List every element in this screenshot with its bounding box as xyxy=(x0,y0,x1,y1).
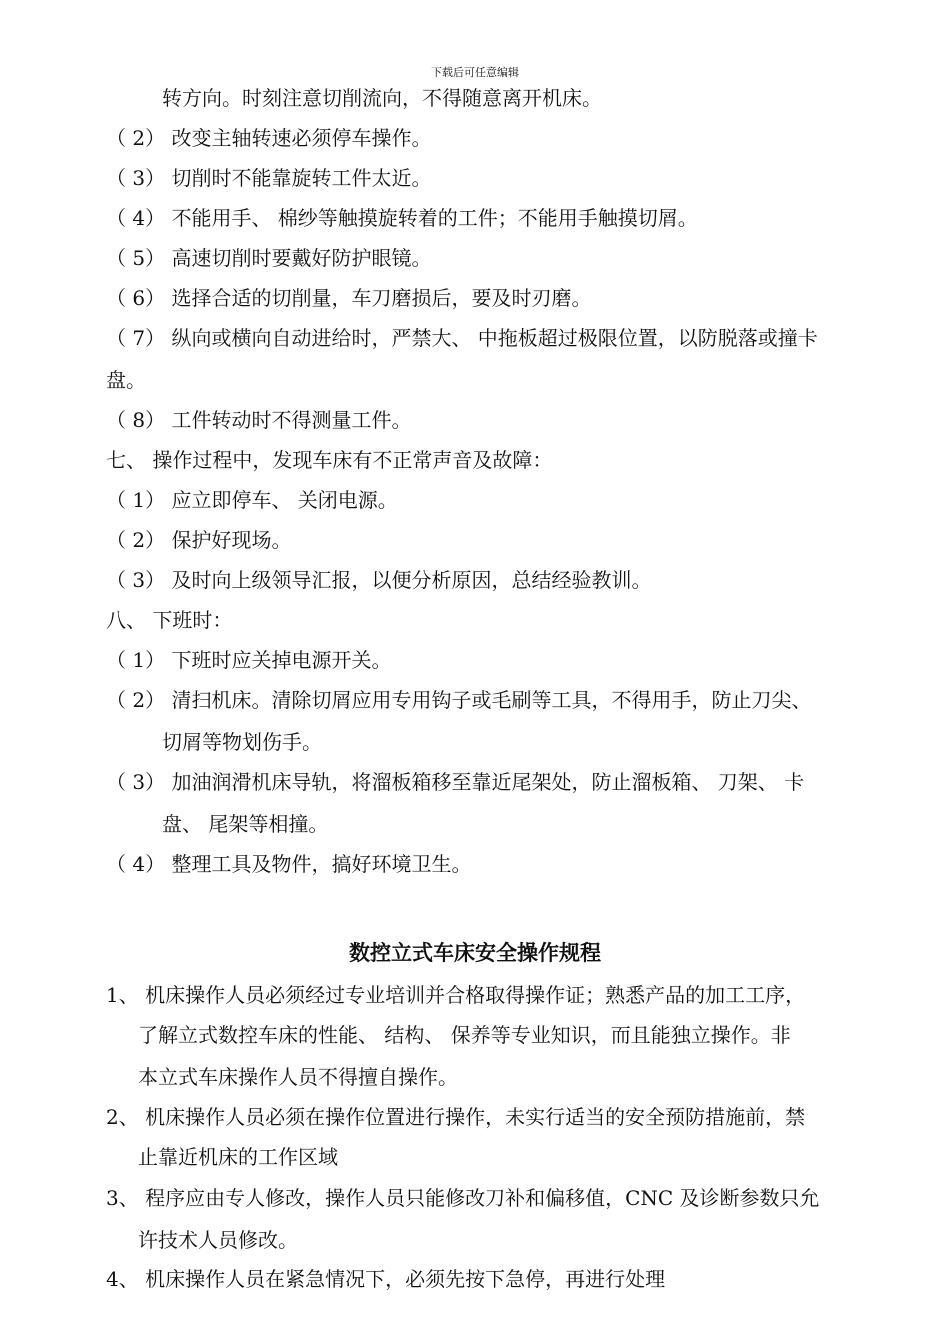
text-line: （ 7） 纵向或横向自动进给时，严禁大、 中拖板超过极限位置，以防脱落或撞卡 xyxy=(106,326,818,350)
text-line: （ 1） 应立即停车、 关闭电源。 xyxy=(106,488,398,512)
text-line: 盘、 尾架等相撞。 xyxy=(162,812,329,836)
text-line: （ 4） 不能用手、 棉纱等触摸旋转着的工件；不能用手触摸切屑。 xyxy=(106,206,698,230)
text-line: （ 1） 下班时应关掉电源开关。 xyxy=(106,648,392,672)
header-note: 下载后可任意编辑 xyxy=(431,66,519,79)
text-line: 八、 下班时： xyxy=(106,608,233,632)
text-line: （ 3） 及时向上级领导汇报，以便分析原因，总结经验教训。 xyxy=(106,568,652,592)
text-line: 转方向。时刻注意切削流向，不得随意离开机床。 xyxy=(162,86,602,110)
text-line: 七、 操作过程中，发现车床有不正常声音及故障： xyxy=(106,448,553,472)
text-line: （ 5） 高速切削时要戴好防护眼镜。 xyxy=(106,246,432,270)
text-line: （ 3） 切削时不能靠旋转工件太近。 xyxy=(106,166,432,190)
text-line: 切屑等物划伤手。 xyxy=(162,730,322,754)
text-line: （ 3） 加油润滑机床导轨，将溜板箱移至靠近尾架处，防止溜板箱、 刀架、 卡 xyxy=(106,770,805,794)
rule-line: 本立式车床操作人员不得擅自操作。 xyxy=(138,1065,458,1089)
rule-line: 许技术人员修改。 xyxy=(138,1228,298,1252)
section-title: 数控立式车床安全操作规程 xyxy=(349,941,601,965)
rule-line: 2、 机床操作人员必须在操作位置进行操作，未实行适当的安全预防措施前，禁 xyxy=(106,1105,806,1129)
rule-line: 3、 程序应由专人修改，操作人员只能修改刀补和偏移值，CNC 及诊断参数只允 xyxy=(106,1186,820,1210)
rule-line: 4、 机床操作人员在紧急情况下，必须先按下急停，再进行处理 xyxy=(106,1267,666,1291)
rule-line: 止靠近机床的工作区域 xyxy=(138,1145,338,1169)
text-line: （ 6） 选择合适的切削量，车刀磨损后，要及时刃磨。 xyxy=(106,286,592,310)
rule-line: 了解立式数控车床的性能、 结构、 保养等专业知识，而且能独立操作。非 xyxy=(138,1023,791,1047)
text-line: （ 2） 改变主轴转速必须停车操作。 xyxy=(106,126,432,150)
text-line: （ 4） 整理工具及物件，搞好环境卫生。 xyxy=(106,852,472,876)
text-line: （ 2） 保护好现场。 xyxy=(106,528,292,552)
rule-line: 1、 机床操作人员必须经过专业培训并合格取得操作证；熟悉产品的加工工序， xyxy=(106,983,806,1007)
text-line: （ 2） 清扫机床。清除切屑应用专用钩子或毛刷等工具，不得用手，防止刀尖、 xyxy=(106,688,812,712)
text-line: 盘。 xyxy=(106,368,146,392)
text-line: （ 8） 工件转动时不得测量工件。 xyxy=(106,408,412,432)
